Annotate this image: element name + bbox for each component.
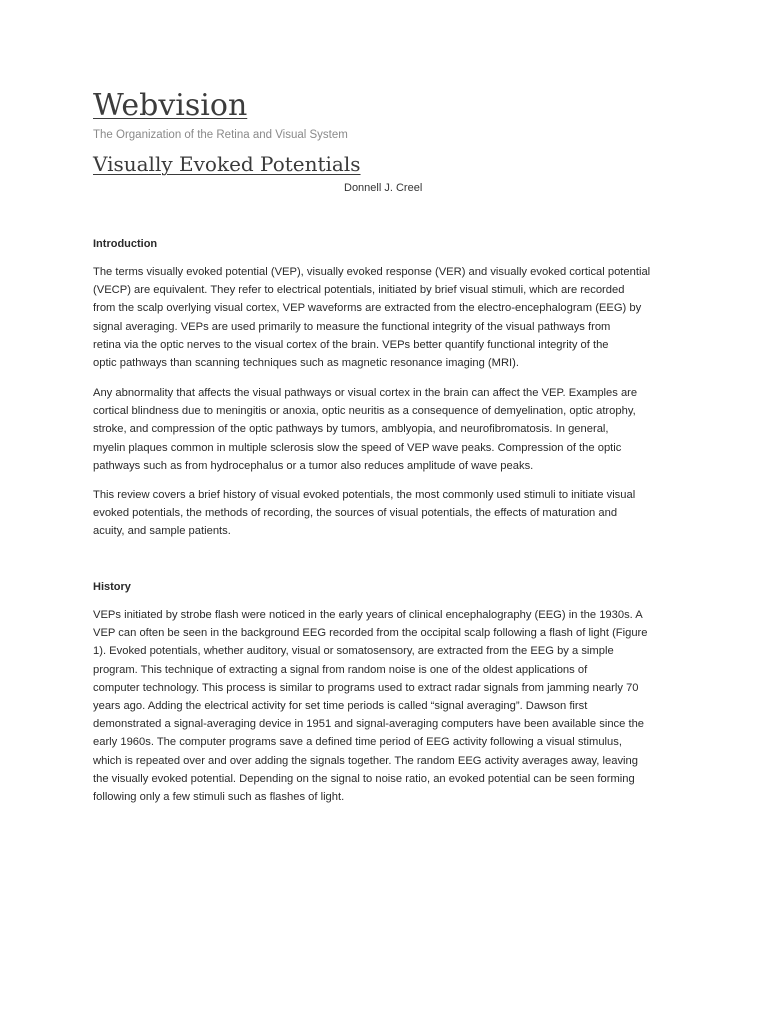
text-line: stroke, and compression of the optic pathways by tumors, amblyopia, and neurofibromatosis. In general, <box>93 423 609 436</box>
text-line: acuity, and sample patients. <box>93 525 231 538</box>
text-line: The terms visually evoked potential (VEP), visually evoked response (VER) and visually evoked cortical potential <box>93 266 651 278</box>
introduction-paragraph-2 <box>93 384 693 475</box>
text-line: VEP can often be seen in the background EEG recorded from the occipital scalp following a flash of light (Figure <box>93 627 648 640</box>
text-line: optic pathways than scanning techniques such as magnetic resonance imaging (MRI). <box>93 357 519 370</box>
text-line: years ago. Adding the electrical activity for set time periods is called “signal averaging”. Dawson first <box>93 700 588 713</box>
author-name: Donnell J. Creel <box>344 182 423 194</box>
history-heading: History <box>93 581 131 593</box>
introduction-paragraph-3 <box>93 486 693 541</box>
text-line: This review covers a brief history of visual evoked potentials, the most commonly used stimuli to initiate visual <box>93 489 636 501</box>
text-line: Any abnormality that affects the visual pathways or visual cortex in the brain can affect the VEP. Examples are <box>93 387 638 399</box>
text-line: which is repeated over and over adding the signals together. The random EEG activity averages away, leaving <box>93 754 638 767</box>
site-subtitle: The Organization of the Retina and Visual System <box>93 129 348 141</box>
introduction-heading: Introduction <box>93 238 158 250</box>
text-line: signal averaging. VEPs are used primarily to measure the functional integrity of the visual pathways from <box>93 320 611 333</box>
text-line: program. This technique of extracting a signal from random noise is one of the oldest applications of <box>93 663 588 676</box>
text-line: (VECP) are equivalent. They refer to electrical potentials, initiated by brief visual stimuli, which are recorded <box>93 284 625 297</box>
text-line: evoked potentials, the methods of recording, the sources of visual potentials, the effects of maturation and <box>93 507 618 520</box>
introduction-paragraph-1 <box>93 263 693 372</box>
text-line: pathways such as from hydrocephalus or a tumor also reduces amplitude of wave peaks. <box>93 459 534 472</box>
text-line: computer technology. This process is similar to programs used to extract radar signals from jamming nearly 70 <box>93 681 639 694</box>
text-line: cortical blindness due to meningitis or anoxia, optic neuritis as a consequence of demyelination, optic atrophy, <box>93 405 636 418</box>
text-line: myelin plaques common in multiple sclerosis slow the speed of VEP wave peaks. Compression of the optic <box>93 441 622 454</box>
text-line: following only a few stimuli such as flashes of light. <box>93 791 345 804</box>
text-line: from the scalp overlying visual cortex, VEP waveforms are extracted from the electro-encephalogram (EEG) by <box>93 302 642 315</box>
document-title: Visually Evoked Potentials <box>93 152 361 176</box>
text-line: the visually evoked potential. Depending on the signal to noise ratio, an evoked potential can be seen forming <box>93 772 635 785</box>
text-line: VEPs initiated by strobe flash were noticed in the early years of clinical encephalography (EEG) in the 1930s. A <box>93 609 643 621</box>
text-line: early 1960s. The computer programs save a defined time period of EEG activity following a visual stimulus, <box>93 736 622 749</box>
history-paragraph-1 <box>93 606 693 806</box>
text-line: demonstrated a signal-averaging device in 1951 and signal-averaging computers have been available since the <box>93 718 645 731</box>
site-title: Webvision <box>93 88 248 123</box>
text-line: 1). Evoked potentials, whether auditory, visual or somatosensory, are extracted from the EEG by a simple <box>93 645 614 658</box>
text-line: retina via the optic nerves to the visual cortex of the brain. VEPs better quantify functional integrity of the <box>93 338 609 351</box>
